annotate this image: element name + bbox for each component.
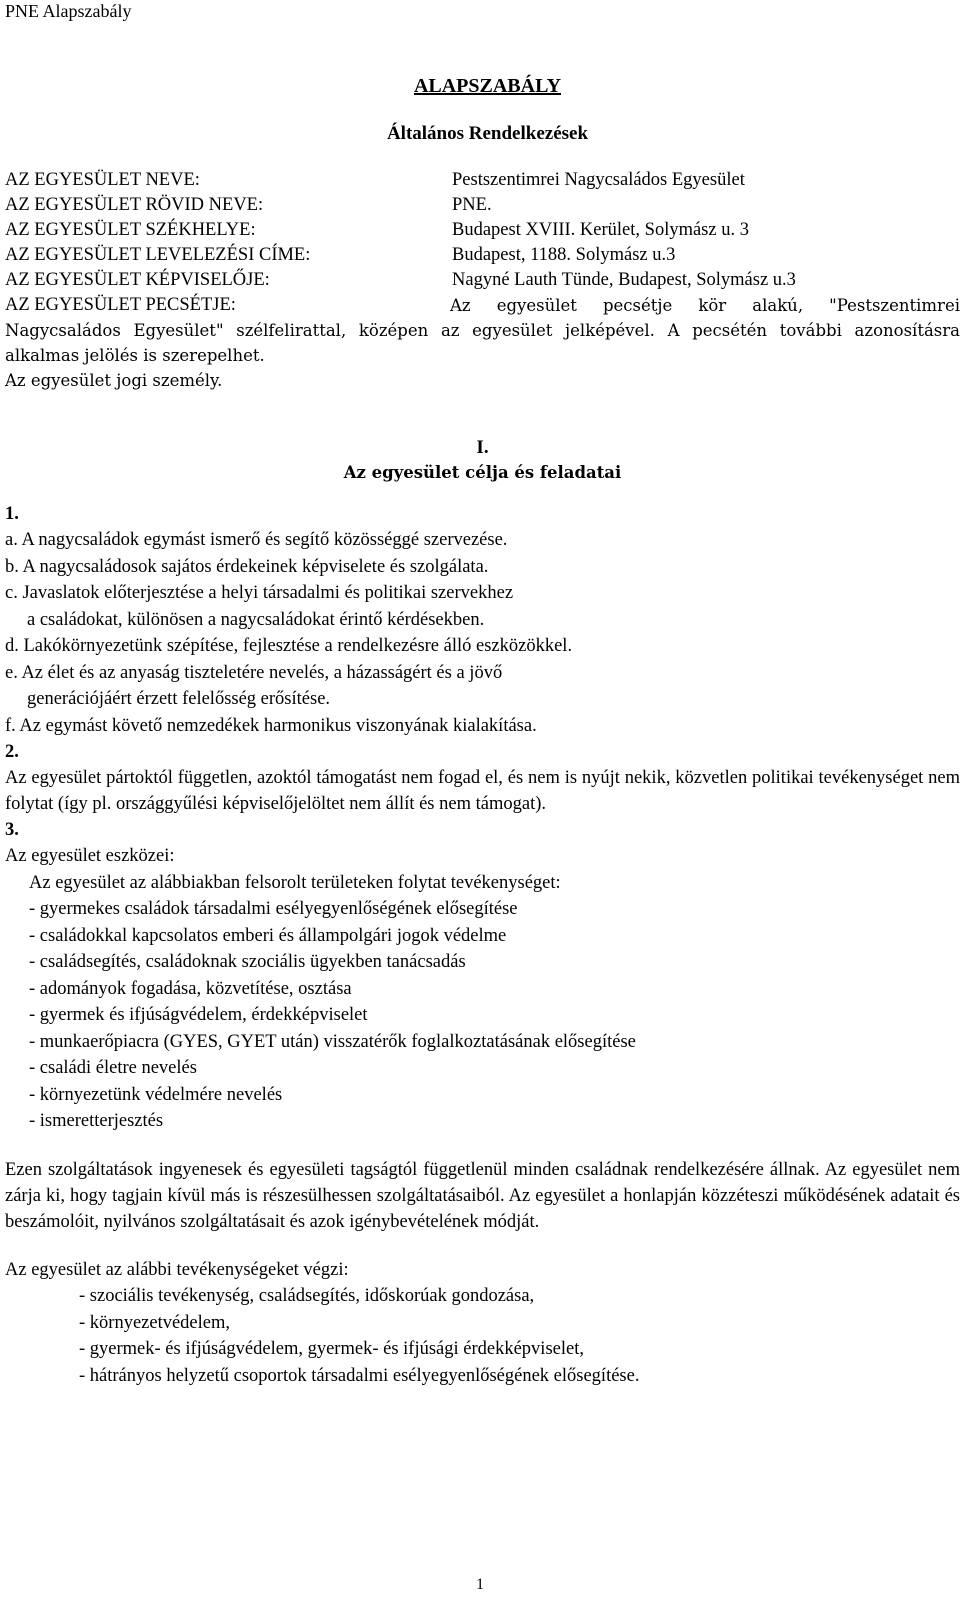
info-row <box>5 193 960 218</box>
activity-list-item: - ismeretterjesztés <box>29 1111 164 1131</box>
goal-item: c. Javaslatok előterjesztése a helyi társadalmi és politikai szervekhez <box>5 583 514 603</box>
association-info <box>5 168 960 393</box>
paragraph-text: Az egyesület pártoktól független, azoktól támogatást nem fogad el, és nem is nyújt nekik, közvetlen politikai tevékenységet nem folytat (így pl. országgyűlési képviselőjelöltet nem állít és nem támogat). <box>5 768 960 814</box>
info-label: AZ EGYESÜLET RÖVID NEVE: <box>5 195 264 215</box>
goal-item-continuation: generációjáért érzett felelősség erősítése. <box>27 689 331 709</box>
info-value: Budapest, 1188. Solymász u.3 <box>452 245 676 265</box>
info-label: AZ EGYESÜLET LEVELEZÉSI CÍME: <box>5 245 311 265</box>
section-2 <box>5 739 960 817</box>
goal-item: d. Lakókörnyezetünk szépítése, fejlesztése a rendelkezésre álló eszközökkel. <box>5 636 573 656</box>
paragraph-number: 1. <box>5 504 19 524</box>
activity-list2-item: - gyermek- és ifjúságvédelem, gyermek- és ifjúsági érdekképviselet, <box>79 1339 584 1359</box>
seal-row <box>5 293 960 318</box>
paragraph-number: 2. <box>5 742 19 762</box>
info-value: PNE. <box>452 195 492 215</box>
document-body <box>5 70 960 1389</box>
services-paragraph: Ezen szolgáltatások ingyenesek és egyesületi tagságtól függetlenül minden családnak rendelkezésére állnak. Az egyesület nem zárja ki, hogy tagjain kívül más is részesülhessen szolgáltatásaiból. Az egyesület a honlapján közzéteszi működésének adatait és beszámolóit, nyilvános szolgáltatásait és azok igénybevételének módját. <box>5 1159 960 1232</box>
activity-list-item: - családsegítés, családoknak szociális ügyekben tanácsadás <box>29 952 466 972</box>
paragraph-number: 3. <box>5 820 19 840</box>
info-label: AZ EGYESÜLET NEVE: <box>5 170 200 190</box>
section-1 <box>5 501 960 739</box>
activity-list-item: - családokkal kapcsolatos emberi és állampolgári jogok védelme <box>29 925 507 946</box>
activity-list-item: - adományok fogadása, közvetítése, osztása <box>29 978 352 999</box>
activity-list2-item: - szociális tevékenység, családsegítés, időskorúak gondozása, <box>79 1286 535 1306</box>
document-subtitle: Általános Rendelkezések <box>386 123 589 144</box>
info-row <box>5 168 960 193</box>
activity-list-item: - családi életre nevelés <box>29 1058 197 1078</box>
section-number: I. <box>476 437 489 458</box>
goal-item: e. Az élet és az anyaság tiszteletére nevelés, a házasságért és a jövő <box>5 662 503 683</box>
seal-label: AZ EGYESÜLET PECSÉTJE: <box>5 295 236 315</box>
activity-list2-item: - hátrányos helyzetű csoportok társadalmi esélyegyenlőségének elősegítése. <box>79 1365 640 1386</box>
page-number: 1 <box>476 1576 484 1593</box>
activity-list-item: - gyermek és ifjúságvédelem, érdekképviselet <box>29 1005 368 1025</box>
info-value: Budapest XVIII. Kerület, Solymász u. 3 <box>452 220 749 240</box>
info-row <box>5 218 960 243</box>
seal-description: Nagycsaládos Egyesület" szélfelirattal, középen az egyesület jelképével. A pecsétén további azonosításra alkalmas jelölés is szerepelhet. <box>5 321 960 365</box>
goal-item: f. Az egymást követő nemzedékek harmonikus viszonyának kialakítása. <box>5 715 537 736</box>
document-header: PNE Alapszabály <box>5 1 132 21</box>
section-title: Az egyesület célja és feladatai <box>343 463 622 482</box>
activity-list-item: - munkaerőpiacra (GYES, GYET után) visszatérők foglalkoztatásának elősegítése <box>29 1031 636 1052</box>
section-heading <box>5 435 960 485</box>
document-title: ALAPSZABÁLY <box>413 75 562 97</box>
goal-item: b. A nagycsaládosok sajátos érdekeinek képviselete és szolgálata. <box>5 556 489 577</box>
info-label: AZ EGYESÜLET KÉPVISELŐJE: <box>5 270 270 290</box>
seal-value-first: Az egyesület pecsétje kör alakú, "Pestszentimrei <box>450 296 960 315</box>
info-value: Nagyné Lauth Tünde, Budapest, Solymász u.3 <box>452 270 796 290</box>
legal-person-text: Az egyesület jogi személy. <box>5 371 223 390</box>
info-row <box>5 243 960 268</box>
goal-item: a. A nagycsaládok egymást ismerő és segítő közösséggé szervezése. <box>5 530 508 550</box>
activity-list-item: - környezetünk védelmére nevelés <box>29 1084 283 1105</box>
activity-list-item: - gyermekes családok társadalmi esélyegyenlőségének elősegítése <box>29 899 518 919</box>
info-row <box>5 268 960 293</box>
info-label: AZ EGYESÜLET SZÉKHELYE: <box>5 220 256 240</box>
activities-intro: Az egyesület az alábbi tevékenységeket végzi: <box>5 1259 349 1280</box>
goal-item-continuation: a családokat, különösen a nagycsaládokat érintő kérdésekben. <box>27 609 485 630</box>
activity-list2-item: - környezetvédelem, <box>79 1312 231 1333</box>
tools-intro: Az egyesület eszközei: <box>5 846 175 866</box>
tools-lead: Az egyesület az alábbiakban felsorolt területeken folytat tevékenységet: <box>29 872 561 893</box>
section-3 <box>5 817 960 1389</box>
info-value: Pestszentimrei Nagycsaládos Egyesület <box>452 170 745 190</box>
